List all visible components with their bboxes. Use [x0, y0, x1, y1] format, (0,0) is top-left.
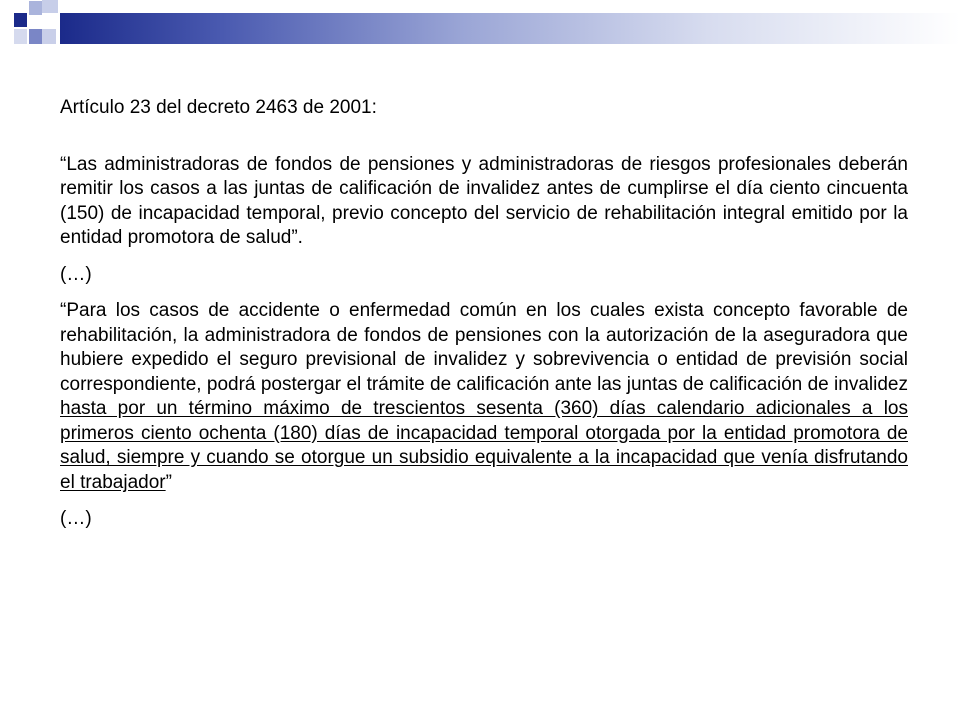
- decor-square-dark: [14, 13, 27, 27]
- slide-content: [60, 96, 908, 532]
- ellipsis-2: (…): [60, 508, 92, 529]
- quote-2-closing-mark: ”: [165, 471, 172, 493]
- slide-heading: Artículo 23 del decreto 2463 de 2001:: [60, 97, 377, 118]
- quote-2-underlined-text: hasta por un término máximo de trescientos sesenta (360) días calendario adicionales a los primeros ciento ochenta (180) días de incapacidad temporal otorgada por la entidad promotora de salud, siempre y cuando se otorgue un subsidio equivalente a la incapacidad que venía disfrutando el trabajador: [60, 398, 908, 493]
- decor-square-light: [14, 29, 27, 44]
- decor-square-light: [29, 1, 42, 15]
- decor-square-light: [42, 0, 58, 13]
- decor-square-mid: [29, 29, 42, 44]
- header-gradient-bar: [60, 13, 960, 44]
- decor-square-light: [42, 29, 56, 44]
- quote-2-text: “Para los casos de accidente o enfermedad común en los cuales exista concepto favorable de rehabilitación, la administradora de fondos de pensiones con la autorización de la aseguradora que hubiere expedido el seguro previsional de invalidez y sobrevivencia o entidad de previsión social correspondiente, podrá postergar el trámite de calificación ante las juntas de calificación de invalidez: [60, 300, 908, 395]
- quote-paragraph-1: “Las administradoras de fondos de pensiones y administradoras de riesgos profesionales deberán remitir los casos a las juntas de calificación de invalidez antes de cumplirse el día ciento cincuenta (150) de incapacidad temporal, previo concepto del servicio de rehabilitación integral emitido por la entidad promotora de salud”.: [60, 153, 908, 248]
- ellipsis-1: (…): [60, 263, 92, 285]
- quote-paragraph-2: [60, 299, 908, 495]
